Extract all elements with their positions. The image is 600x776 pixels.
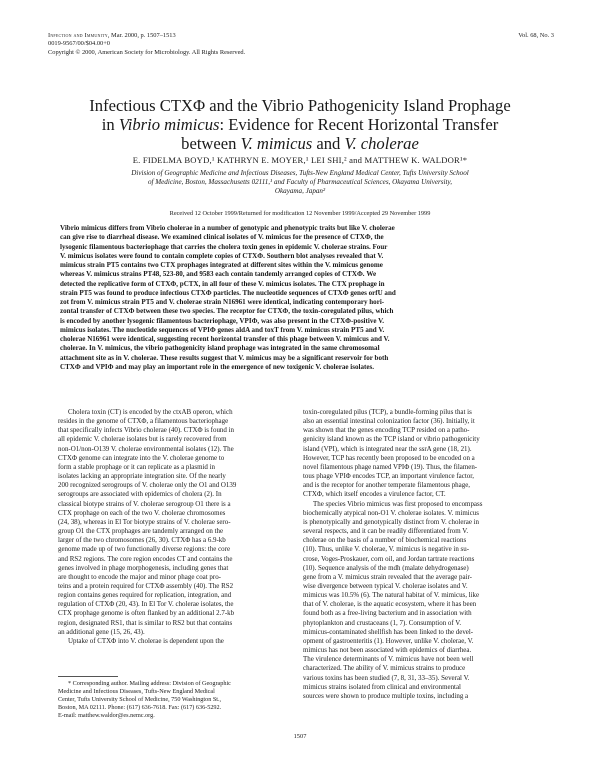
body-line: and RS2 regions. The core region encodes CT and contains the	[58, 554, 233, 563]
abstract	[60, 224, 541, 372]
abstract-line: Vibrio mimicus differs from Vibrio cholerae in a number of genotypic and phenotypic traits but like V. cholerae	[60, 224, 395, 232]
title-line-2	[40, 116, 560, 135]
title-line-3	[40, 135, 560, 154]
body-line: The virulence determinants of V. mimicus have not been well	[303, 655, 474, 664]
body-column-left	[58, 408, 305, 646]
copyright: Copyright © 2000, American Society for Microbiology. All Rights Reserved.	[48, 48, 246, 56]
body-line: region contains genes required for replication, integration, and	[58, 591, 232, 600]
title-species: V. mimicus	[240, 133, 313, 153]
body-line: several respects, and it can be readily differentiated from V.	[303, 527, 469, 536]
body-line: mimicus was 10.5% (6). The natural habitat of V. mimicus, like	[303, 591, 480, 600]
abstract-line: V. mimicus isolates were found to contain complete copies of CTXΦ. Southern blot analyses revealed that V.	[60, 251, 384, 260]
affiliation-line: of Medicine, Boston, Massachusetts 02111,¹ and Faculty of Pharmaceutical Sciences, Okayama University,	[147, 178, 453, 187]
body-line: (10). Thus, unlike V. cholerae, V. mimicus is negative in su-	[303, 545, 470, 554]
affiliation-line: Division of Geographic Medicine and Infectious Diseases, Tufts-New England Medical Center, Tufts University School	[131, 169, 469, 177]
body-line: 200 recognized serogroups of V. cholerae only the O1 and O139	[58, 481, 237, 490]
body-line: found both as a free-living bacterium and in association with	[303, 609, 472, 618]
title-text: : Evidence for Recent Horizontal Transfer	[219, 114, 499, 134]
body-line: novel filamentous phage named VPIΦ (19). Thus, the filamen-	[303, 462, 478, 471]
body-line: Cholera toxin (CT) is encoded by the ctxAB operon, which	[68, 408, 233, 416]
body-line: genicity island known as the TCP island or vibrio pathogenicity	[303, 435, 480, 444]
page-number: 1507	[293, 733, 307, 740]
body-line: gene from a V. mimicus strain revealed that the average pair-	[303, 572, 472, 581]
body-line: However, TCP has recently been proposed to be encoded on a	[303, 453, 475, 462]
body-line: tous phage VPIΦ encodes TCP, an important virulence factor,	[303, 472, 474, 481]
body-line: cholerae on the basis of a number of biochemical reactions	[303, 536, 467, 545]
footnote-line: Center, Tufts University School of Medicine, 750 Washington St.,	[58, 695, 222, 703]
affiliation-line: Okayama, Japan²	[274, 187, 326, 196]
body-line: mimicus-contaminated shellfish has been linked to the devel-	[303, 627, 474, 636]
body-line: sources were shown to produce multiple toxins, including a	[303, 691, 469, 700]
abstract-line: mimicus isolates. The nucleotide sequences of VPIΦ genes aldA and toxT from V. mimicus strain PT5 and V.	[60, 325, 385, 334]
body-line: genome made up of two functionally diverse regions: the core	[58, 545, 231, 554]
abstract-line: attachment site as in V. cholerae. These results suggest that V. mimicus may be a significant reservoir for both	[60, 353, 389, 362]
body-line: (24, 38), whereas in El Tor biotype strains of V. cholerae sero-	[58, 517, 231, 526]
body-line: characterized. The ability of V. mimicus strains to produce	[303, 664, 466, 673]
body-line: mimicus strains isolated from clinical and environmental	[303, 682, 461, 691]
body-line: phytoplankton and crustaceans (1, 7). Consumption of V.	[303, 618, 462, 627]
body-line: an additional gene (15, 26, 43).	[58, 627, 145, 636]
volume-info: Vol. 68, No. 3	[518, 32, 554, 39]
body-line: isolates lacking an appropriate integration site. Of the nearly	[58, 472, 226, 481]
body-line: various toxins has been studied (7, 8, 31, 33–35). Several V.	[303, 673, 470, 682]
footnote-divider	[58, 676, 118, 677]
body-line: are thought to encode the major and minor phage coat pro-	[58, 572, 221, 581]
body-line: CTXΦ, which itself encodes a virulence factor, CT.	[303, 490, 446, 499]
body-line: that specifically infects Vibrio cholerae (40). CTXΦ is found in	[58, 426, 234, 435]
author-list: E. FIDELMA BOYD,¹ KATHRYN E. MOYER,¹ LEI SHI,² and MATTHEW K. WALDOR¹*	[132, 155, 468, 165]
body-line: regulation of CTXΦ (20, 43). In El Tor V. cholerae isolates, the	[58, 600, 234, 609]
body-line: Uptake of CTXΦ into V. cholerae is dependent upon the	[68, 636, 224, 645]
title-text: between	[181, 133, 241, 153]
abstract-line: cholerae. In V. mimicus, the vibrio pathogenicity island prophage was integrated in the same chromosomal	[60, 344, 380, 353]
abstract-line: zot from V. mimicus strain PT5 and V. cholerae strain N16961 were identical, indicating contemporary hori-	[60, 298, 385, 306]
title-species: V. cholerae	[344, 133, 419, 153]
body-line: opment of gastroenteritis (1). However, unlike V. cholerae, V.	[303, 636, 474, 645]
abstract-line: detected the replicative form of CTXΦ, pCTX, in all four of these V. mimicus isolates. The CTX prophage in	[60, 279, 385, 288]
body-line: region, designated RS1, that is similar to RS2 but that contains	[58, 618, 233, 627]
body-line: larger of the two chromosomes (26, 30). CTXΦ has a 6.9-kb	[58, 536, 226, 545]
body-line: non-O1/non-O139 V. cholerae environmental isolates (12). The	[58, 444, 234, 453]
abstract-line: mimicus strain PT5 contains two CTX prophages integrated at different sites within the V. mimicus genome	[60, 261, 383, 269]
body-line: resides in the genome of CTXΦ, a filamentous bacteriophage	[58, 417, 229, 426]
body-line: genes involved in phage morphogenesis, including genes that	[58, 563, 229, 572]
body-line: classical biotype strains of V. cholerae serogroup O1 there is a	[58, 499, 231, 508]
footnote-line: Medicine and Infectious Diseases, Tufts-New England Medical	[58, 687, 215, 695]
body-line: toxin-coregulated pilus (TCP), a bundle-forming pilus that is	[303, 408, 472, 416]
title-line-1: Infectious CTXΦ and the Vibrio Pathogenicity Island Prophage	[89, 96, 511, 115]
abstract-line: whereas V. mimicus strains PT48, 523-80, and 9583 each contain tandemly arranged copies of CTXΦ. We	[60, 270, 377, 279]
journal-date-pages: , Mar. 2000, p. 1507–1513	[107, 32, 176, 39]
body-line: wise divergence between typical V. cholerae isolates and V.	[303, 581, 468, 590]
footnote-line: Boston, MA 02111. Phone: (617) 636-7618. Fax: (617) 636-5292.	[58, 703, 222, 711]
body-line: mimicus has not been associated with epidemics of diarrhea.	[303, 646, 472, 655]
title-species: Vibrio mimicus	[118, 114, 220, 134]
abstract-line: can give rise to diarrheal disease. We examined clinical isolates of V. mimicus for the presence of CTXΦ, the	[60, 233, 384, 242]
body-line: crose, Voges-Proskauer, corn oil, and Jordan tartrate reactions	[303, 554, 475, 563]
footnote-line: * Corresponding author. Mailing address: Division of Geographic	[68, 680, 231, 687]
body-line: CTXΦ genome can integrate into the V. cholerae genome to	[58, 453, 225, 462]
body-line: all epidemic V. cholerae isolates but is rarely recovered from	[58, 435, 227, 444]
body-line: serogroups are associated with epidemics of cholera (2). In	[58, 490, 222, 499]
body-line: was shown that the genes encoding TCP resided on a patho-	[303, 426, 470, 435]
received-dates: Received 12 October 1999/Returned for modification 12 November 1999/Accepted 29 November 1999	[169, 210, 431, 217]
abstract-line: CTXΦ and VPIΦ and may play an important role in the emergence of new toxigenic V. cholerae isolates.	[60, 362, 374, 371]
abstract-line: cholerae N16961 were identical, suggesting recent horizontal transfer of this phage between V. mimicus and V.	[60, 335, 390, 343]
abstract-line: zontal transfer of CTXΦ between these two species. The receptor for CTXΦ, the toxin-coregulated pilus, which	[60, 307, 394, 316]
body-line: biochemically atypical non-O1 V. cholerae isolates. V. mimicus	[303, 508, 479, 517]
body-line: CTX prophage genome is often flanked by an additional 2.7-kb	[58, 609, 235, 618]
title-text: in	[101, 114, 119, 134]
body-line: (10). Sequence analysis of the mdh (malate dehydrogenase)	[303, 563, 469, 572]
affiliation	[58, 169, 542, 197]
journal-name: Infection and Immunity	[48, 32, 108, 39]
body-line: CTX prophage on each of the two V. cholerae chromosomes	[58, 508, 226, 517]
abstract-line: is encoded by another lysogenic filamentous bacteriophage, VPIΦ, was also present in the CTXΦ-positive V.	[60, 316, 385, 325]
journal-header	[48, 32, 245, 57]
article-title	[40, 97, 560, 153]
abstract-line: lysogenic filamentous bacteriophage that carries the cholera toxin genes in epidemic V. cholerae strains. Four	[60, 242, 388, 251]
body-line: that of V. cholerae, is the aquatic ecosystem, where it has been	[303, 600, 477, 609]
body-column-right	[303, 408, 550, 701]
abstract-line: strain PT5 was found to produce infectious CTXΦ particles. The nucleotide sequences of CTXΦ genes orfU and	[60, 288, 396, 297]
body-line: and is the receptor for another temperate filamentous phage,	[303, 481, 471, 490]
body-line: form a stable prophage or it can replicate as a plasmid in	[58, 462, 215, 471]
body-line: group O1 the CTX prophages are tandemly arranged on the	[58, 527, 224, 536]
corresponding-author-footnote	[58, 680, 298, 720]
footnote-line: E-mail: matthew.waldor@es.nemc.org.	[58, 711, 155, 719]
issn: 0019-9567/00/$04.00+0	[48, 40, 111, 48]
body-line: island (VPI), which is integrated near the ssrA gene (18, 21).	[303, 444, 472, 453]
title-text: and	[312, 133, 345, 153]
body-line: The species Vibrio mimicus was first proposed to encompass	[313, 499, 483, 508]
body-line: is phenotypically and genotypically distinct from V. cholerae in	[303, 517, 480, 526]
body-line: also an essential intestinal colonization factor (36). Initially, it	[303, 417, 475, 426]
body-line: teins and a protein required for CTXΦ assembly (40). The RS2	[58, 581, 234, 590]
